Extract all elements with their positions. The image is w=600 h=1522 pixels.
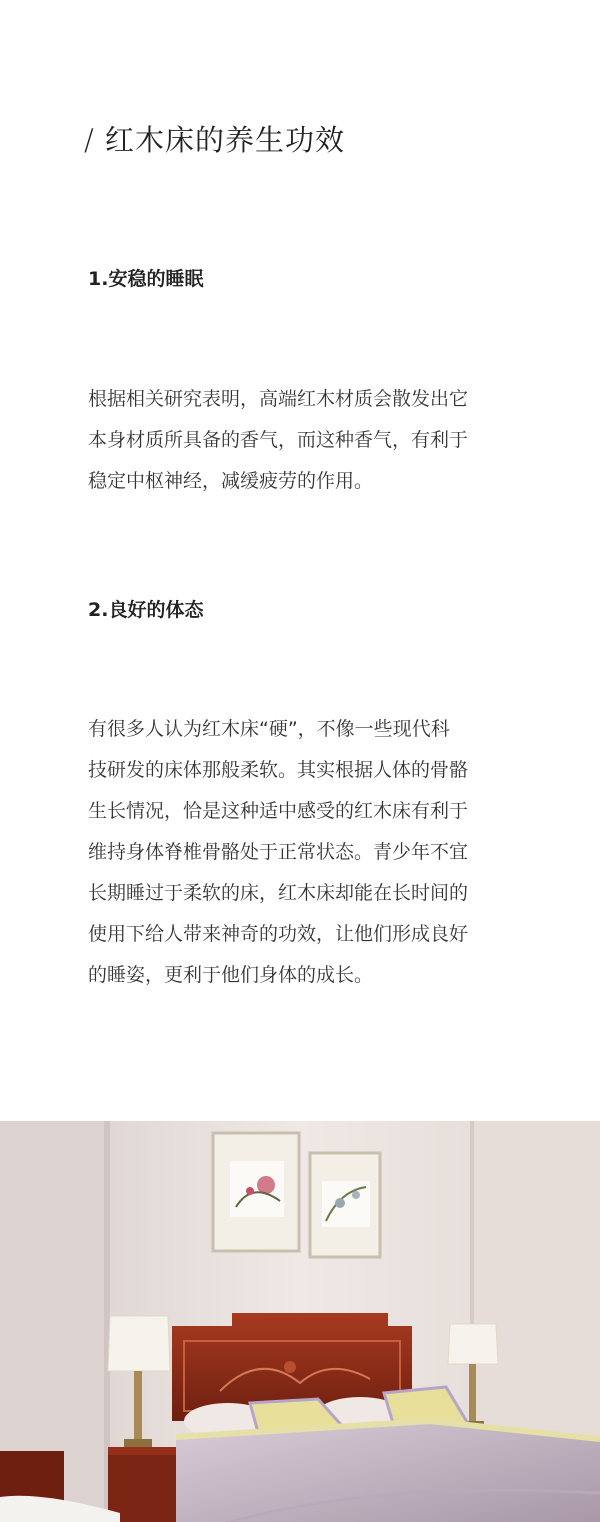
painting-left [213, 1133, 299, 1251]
section-paragraph-sleep [88, 379, 518, 502]
paragraph-line: 有很多人认为红木床“硬”，不像一些现代科 [88, 718, 450, 740]
paragraph-line: 稳定中枢神经，减缓疲劳的作用。 [88, 470, 374, 492]
paragraph-line: 技研发的床体那般柔软。其实根据人体的骨骼 [88, 759, 469, 781]
section-paragraph-posture [88, 709, 518, 996]
painting-right [310, 1153, 380, 1257]
section-heading-sleep: 1.安稳的睡眠 [88, 268, 204, 290]
paragraph-line: 维持身体脊椎骨骼处于正常状态。青少年不宜 [88, 841, 469, 863]
paragraph-line: 的睡姿，更利于他们身体的成长。 [88, 964, 374, 986]
paragraph-line: 本身材质所具备的香气，而这种香气，有利于 [88, 429, 469, 451]
bedding [176, 1421, 600, 1522]
paragraph-line: 根据相关研究表明，高端红木材质会散发出它 [88, 388, 469, 410]
paragraph-line: 长期睡过于柔软的床，红木床却能在长时间的 [88, 882, 469, 904]
bedroom-photo [0, 1121, 600, 1522]
page-title: / 红木床的养生功效 [84, 123, 345, 157]
section-heading-posture: 2.良好的体态 [88, 599, 204, 621]
paragraph-line: 生长情况，恰是这种适中感受的红木床有利于 [88, 800, 469, 822]
paragraph-line: 使用下给人带来神奇的功效，让他们形成良好 [88, 923, 469, 945]
